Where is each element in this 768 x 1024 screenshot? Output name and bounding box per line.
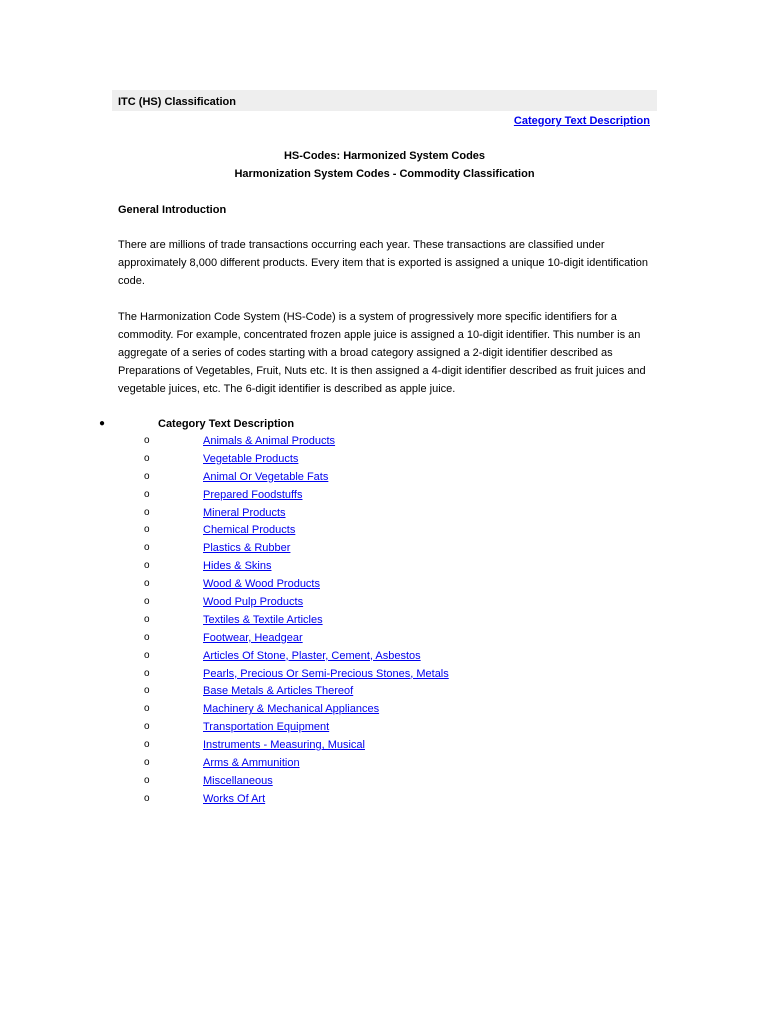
circle-bullet-icon: o [144,613,150,625]
list-item [0,451,768,469]
category-link[interactable]: Articles Of Stone, Plaster, Cement, Asbestos [203,649,421,662]
list-item [0,630,768,648]
header-bar [112,90,657,111]
category-link[interactable]: Base Metals & Articles Thereof [203,685,354,698]
category-list-label: Category Text Description [158,418,295,430]
category-link[interactable]: Wood Pulp Products [203,596,304,609]
category-link[interactable]: Machinery & Mechanical Appliances [203,703,380,716]
intro-paragraph-1: There are millions of trade transactions occurring each year. These transactions are classified under approximately 8,000 different products. Every item that is exported is assigned a unique 10-digit identification code. [118,239,648,287]
list-item [0,522,768,540]
list-item [0,737,768,755]
category-link[interactable]: Animals & Animal Products [203,435,336,447]
circle-bullet-icon: o [144,488,150,500]
category-link[interactable]: Hides & Skins [203,560,272,573]
list-item [0,558,768,576]
circle-bullet-icon: o [144,757,150,769]
category-text-description-link[interactable]: Category Text Description [513,115,650,127]
circle-bullet-icon: o [144,721,150,733]
category-link[interactable]: Animal Or Vegetable Fats [203,470,329,483]
list-item [0,487,768,505]
category-link[interactable]: Prepared Foodstuffs [203,488,303,501]
circle-bullet-icon: o [144,596,150,608]
circle-bullet-icon: o [144,631,150,643]
list-item [0,433,768,451]
main-heading: HS-Codes: Harmonized System Codes [283,150,486,162]
category-list [0,433,768,809]
category-link[interactable]: Wood & Wood Products [203,578,320,591]
category-link[interactable]: Vegetable Products [203,452,299,465]
circle-bullet-icon: o [144,792,150,804]
bullet-icon: ● [99,418,106,429]
category-link[interactable]: Arms & Ammunition [203,757,300,770]
list-item [0,576,768,594]
circle-bullet-icon: o [144,542,150,554]
list-item [0,469,768,487]
list-item [0,648,768,666]
list-item [0,612,768,630]
category-link[interactable]: Mineral Products [203,506,286,519]
list-item [0,773,768,791]
list-item [0,701,768,719]
category-link[interactable]: Chemical Products [203,524,296,537]
circle-bullet-icon: o [144,435,150,446]
circle-bullet-icon: o [144,578,150,590]
list-item [0,505,768,523]
circle-bullet-icon: o [144,667,150,679]
circle-bullet-icon: o [144,649,150,661]
list-item [0,594,768,612]
circle-bullet-icon: o [144,739,150,751]
category-link[interactable]: Transportation Equipment [203,721,330,734]
circle-bullet-icon: o [144,452,150,464]
list-item [0,719,768,737]
circle-bullet-icon: o [144,703,150,715]
circle-bullet-icon: o [144,524,150,536]
category-link[interactable]: Pearls, Precious Or Semi-Precious Stones, Metals [203,667,449,680]
category-link[interactable]: Miscellaneous [203,774,273,787]
circle-bullet-icon: o [144,470,150,482]
page-title: ITC (HS) Classification [118,96,236,108]
circle-bullet-icon: o [144,560,150,572]
category-link[interactable]: Instruments - Measuring, Musical [203,739,365,752]
category-link[interactable]: Works Of Art [203,792,266,805]
list-item [0,755,768,773]
category-link[interactable]: Footwear, Headgear [203,631,303,644]
list-item [0,683,768,701]
list-item [0,540,768,558]
circle-bullet-icon: o [144,685,150,697]
circle-bullet-icon: o [144,774,150,786]
circle-bullet-icon: o [144,506,150,518]
list-item [0,791,768,809]
sub-heading: Harmonization System Codes - Commodity Classification [234,168,535,180]
section-heading-general-introduction: General Introduction [118,204,227,216]
list-item [0,666,768,684]
category-link[interactable]: Textiles & Textile Articles [203,613,323,626]
intro-paragraph-2: The Harmonization Code System (HS-Code) is a system of progressively more specific identifiers for a commodity. For example, concentrated frozen apple juice is assigned a 10-digit identifier. This number is an aggregate of a series of codes starting with a broad category assigned a 2-digit identifier described as Preparations of Vegetables, Fruit, Nuts etc. It is then assigned a 4-digit identifier described as fruit juices and vegetable juices, etc. The 6-digit identifier is described as apple juice. [118,311,646,395]
category-link[interactable]: Plastics & Rubber [203,542,291,555]
